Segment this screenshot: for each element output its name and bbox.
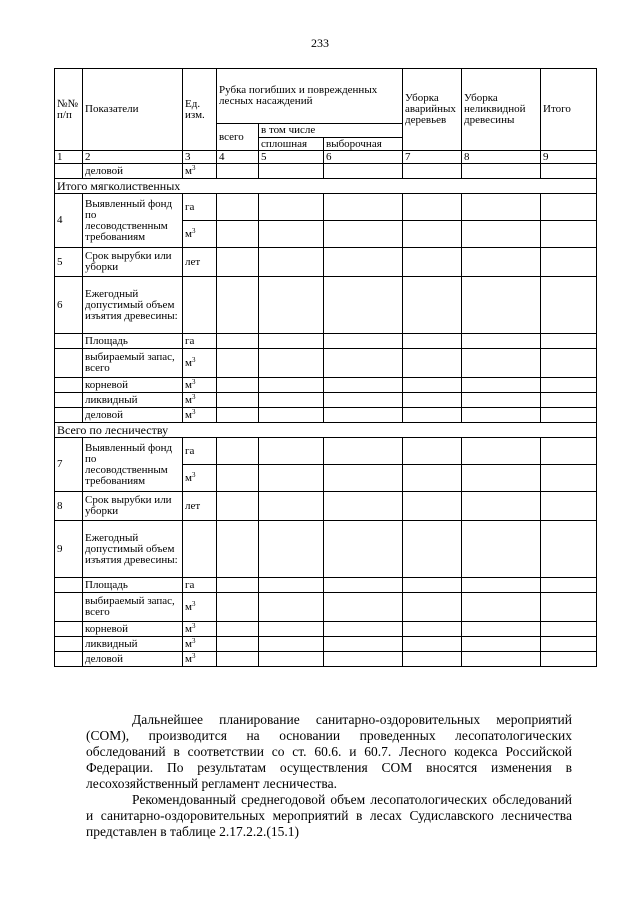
column-number: 3	[183, 151, 217, 164]
table-row	[55, 652, 597, 667]
section-title: Всего по лесничеству	[55, 423, 597, 438]
unit-cell: $м^3$	[183, 221, 217, 248]
unit-cell: $м^3$	[183, 622, 217, 637]
row-label: Площадь	[83, 578, 183, 593]
column-number: 1	[55, 151, 83, 164]
table-row	[55, 578, 597, 593]
column-numbers-row	[55, 151, 597, 164]
unit-cell: га	[183, 438, 217, 465]
unit-cell: $м^3$	[183, 349, 217, 378]
table-row	[55, 622, 597, 637]
unit-cell: $м^3$	[183, 465, 217, 492]
table-row	[55, 277, 597, 334]
row-label: Ежегодный допустимый объем изъятия древесины:	[83, 521, 183, 578]
column-number: 5	[259, 151, 324, 164]
paragraph: Рекомендованный среднегодовой объем лесопатологических обследований и санитарно-оздоровительных мероприятий в лесах Судиславского лесничества представлен в таблице 2.17.2.2.(15.1)	[86, 792, 572, 839]
row-label: выбираемый запас, всего	[83, 349, 183, 378]
column-number: 9	[541, 151, 597, 164]
unit-cell: га	[183, 578, 217, 593]
row-number: 5	[55, 248, 83, 277]
table-row	[55, 164, 597, 179]
header-total: Итого	[541, 69, 597, 151]
column-number: 7	[403, 151, 462, 164]
paragraph: Дальнейшее планирование санитарно-оздоровительных мероприятий (СОМ), производится на основании проведенных лесопатологических обследований в соответствии со ст. 60.6. и 60.7. Лесного кодекса Российской Федерации. По результатам осуществления СОМ вносятся изменения в лесохозяйственный регламент лесничества.	[86, 712, 572, 791]
table-row	[55, 408, 597, 423]
section-row	[55, 179, 597, 194]
row-label: ликвидный	[83, 393, 183, 408]
unit-cell: $м^3$	[183, 408, 217, 423]
column-number: 6	[324, 151, 403, 164]
row-number: 8	[55, 492, 83, 521]
header-indicators: Показатели	[83, 69, 183, 151]
unit-cell: $м^3$	[183, 593, 217, 622]
column-number: 4	[217, 151, 259, 164]
row-label: деловой	[83, 408, 183, 423]
header-emergency: Уборка аварийных деревьев	[403, 69, 462, 151]
unit-cell: $м^3$	[183, 637, 217, 652]
unit-cell: лет	[183, 248, 217, 277]
row-label: деловой	[83, 652, 183, 667]
header-illiquid: Уборка неликвидной древесины	[462, 69, 541, 151]
table-row	[55, 492, 597, 521]
row-label: выбираемый запас, всего	[83, 593, 183, 622]
header-total-all: всего	[217, 124, 259, 151]
header-unit: Ед. изм.	[183, 69, 217, 151]
row-label: Выявленный фонд по лесоводственным требованиям	[83, 194, 183, 248]
unit-cell: $м^3$	[183, 378, 217, 393]
row-label: Ежегодный допустимый объем изъятия древесины:	[83, 277, 183, 334]
section-row	[55, 423, 597, 438]
table-row	[55, 438, 597, 465]
column-number: 8	[462, 151, 541, 164]
row-label: Срок вырубки или уборки	[83, 248, 183, 277]
page-number: 233	[311, 36, 329, 50]
row-label: корневой	[83, 622, 183, 637]
table-row	[55, 194, 597, 221]
row-number: 7	[55, 438, 83, 492]
unit-cell: га	[183, 194, 217, 221]
row-number: 9	[55, 521, 83, 578]
body-text	[86, 712, 572, 840]
row-label: корневой	[83, 378, 183, 393]
table-row	[55, 393, 597, 408]
row-number: 6	[55, 277, 83, 334]
table-row	[55, 334, 597, 349]
row-label: деловой	[83, 164, 183, 179]
row-label: Срок вырубки или уборки	[83, 492, 183, 521]
header-clear: сплошная	[259, 138, 324, 151]
header-felling: Рубка погибших и поврежденных лесных насаждений	[217, 69, 403, 124]
table-row	[55, 248, 597, 277]
table-row	[55, 637, 597, 652]
row-number: 4	[55, 194, 83, 248]
header-row	[55, 69, 597, 124]
row-label: ликвидный	[83, 637, 183, 652]
unit-cell: $м^3$	[183, 164, 217, 179]
table-row	[55, 378, 597, 393]
header-including: в том числе	[259, 124, 403, 138]
unit-cell: лет	[183, 492, 217, 521]
unit-cell: $м^3$	[183, 393, 217, 408]
table-row	[55, 521, 597, 578]
row-label: Выявленный фонд по лесоводственным требованиям	[83, 438, 183, 492]
unit-cell: га	[183, 334, 217, 349]
section-title: Итого мягколиственных	[55, 179, 597, 194]
header-num: №№ п/п	[55, 69, 83, 151]
header-selective: выборочная	[324, 138, 403, 151]
table-row	[55, 593, 597, 622]
unit-cell: $м^3$	[183, 652, 217, 667]
row-label: Площадь	[83, 334, 183, 349]
forest-measures-table	[54, 68, 597, 667]
column-number: 2	[83, 151, 183, 164]
table-row	[55, 349, 597, 378]
